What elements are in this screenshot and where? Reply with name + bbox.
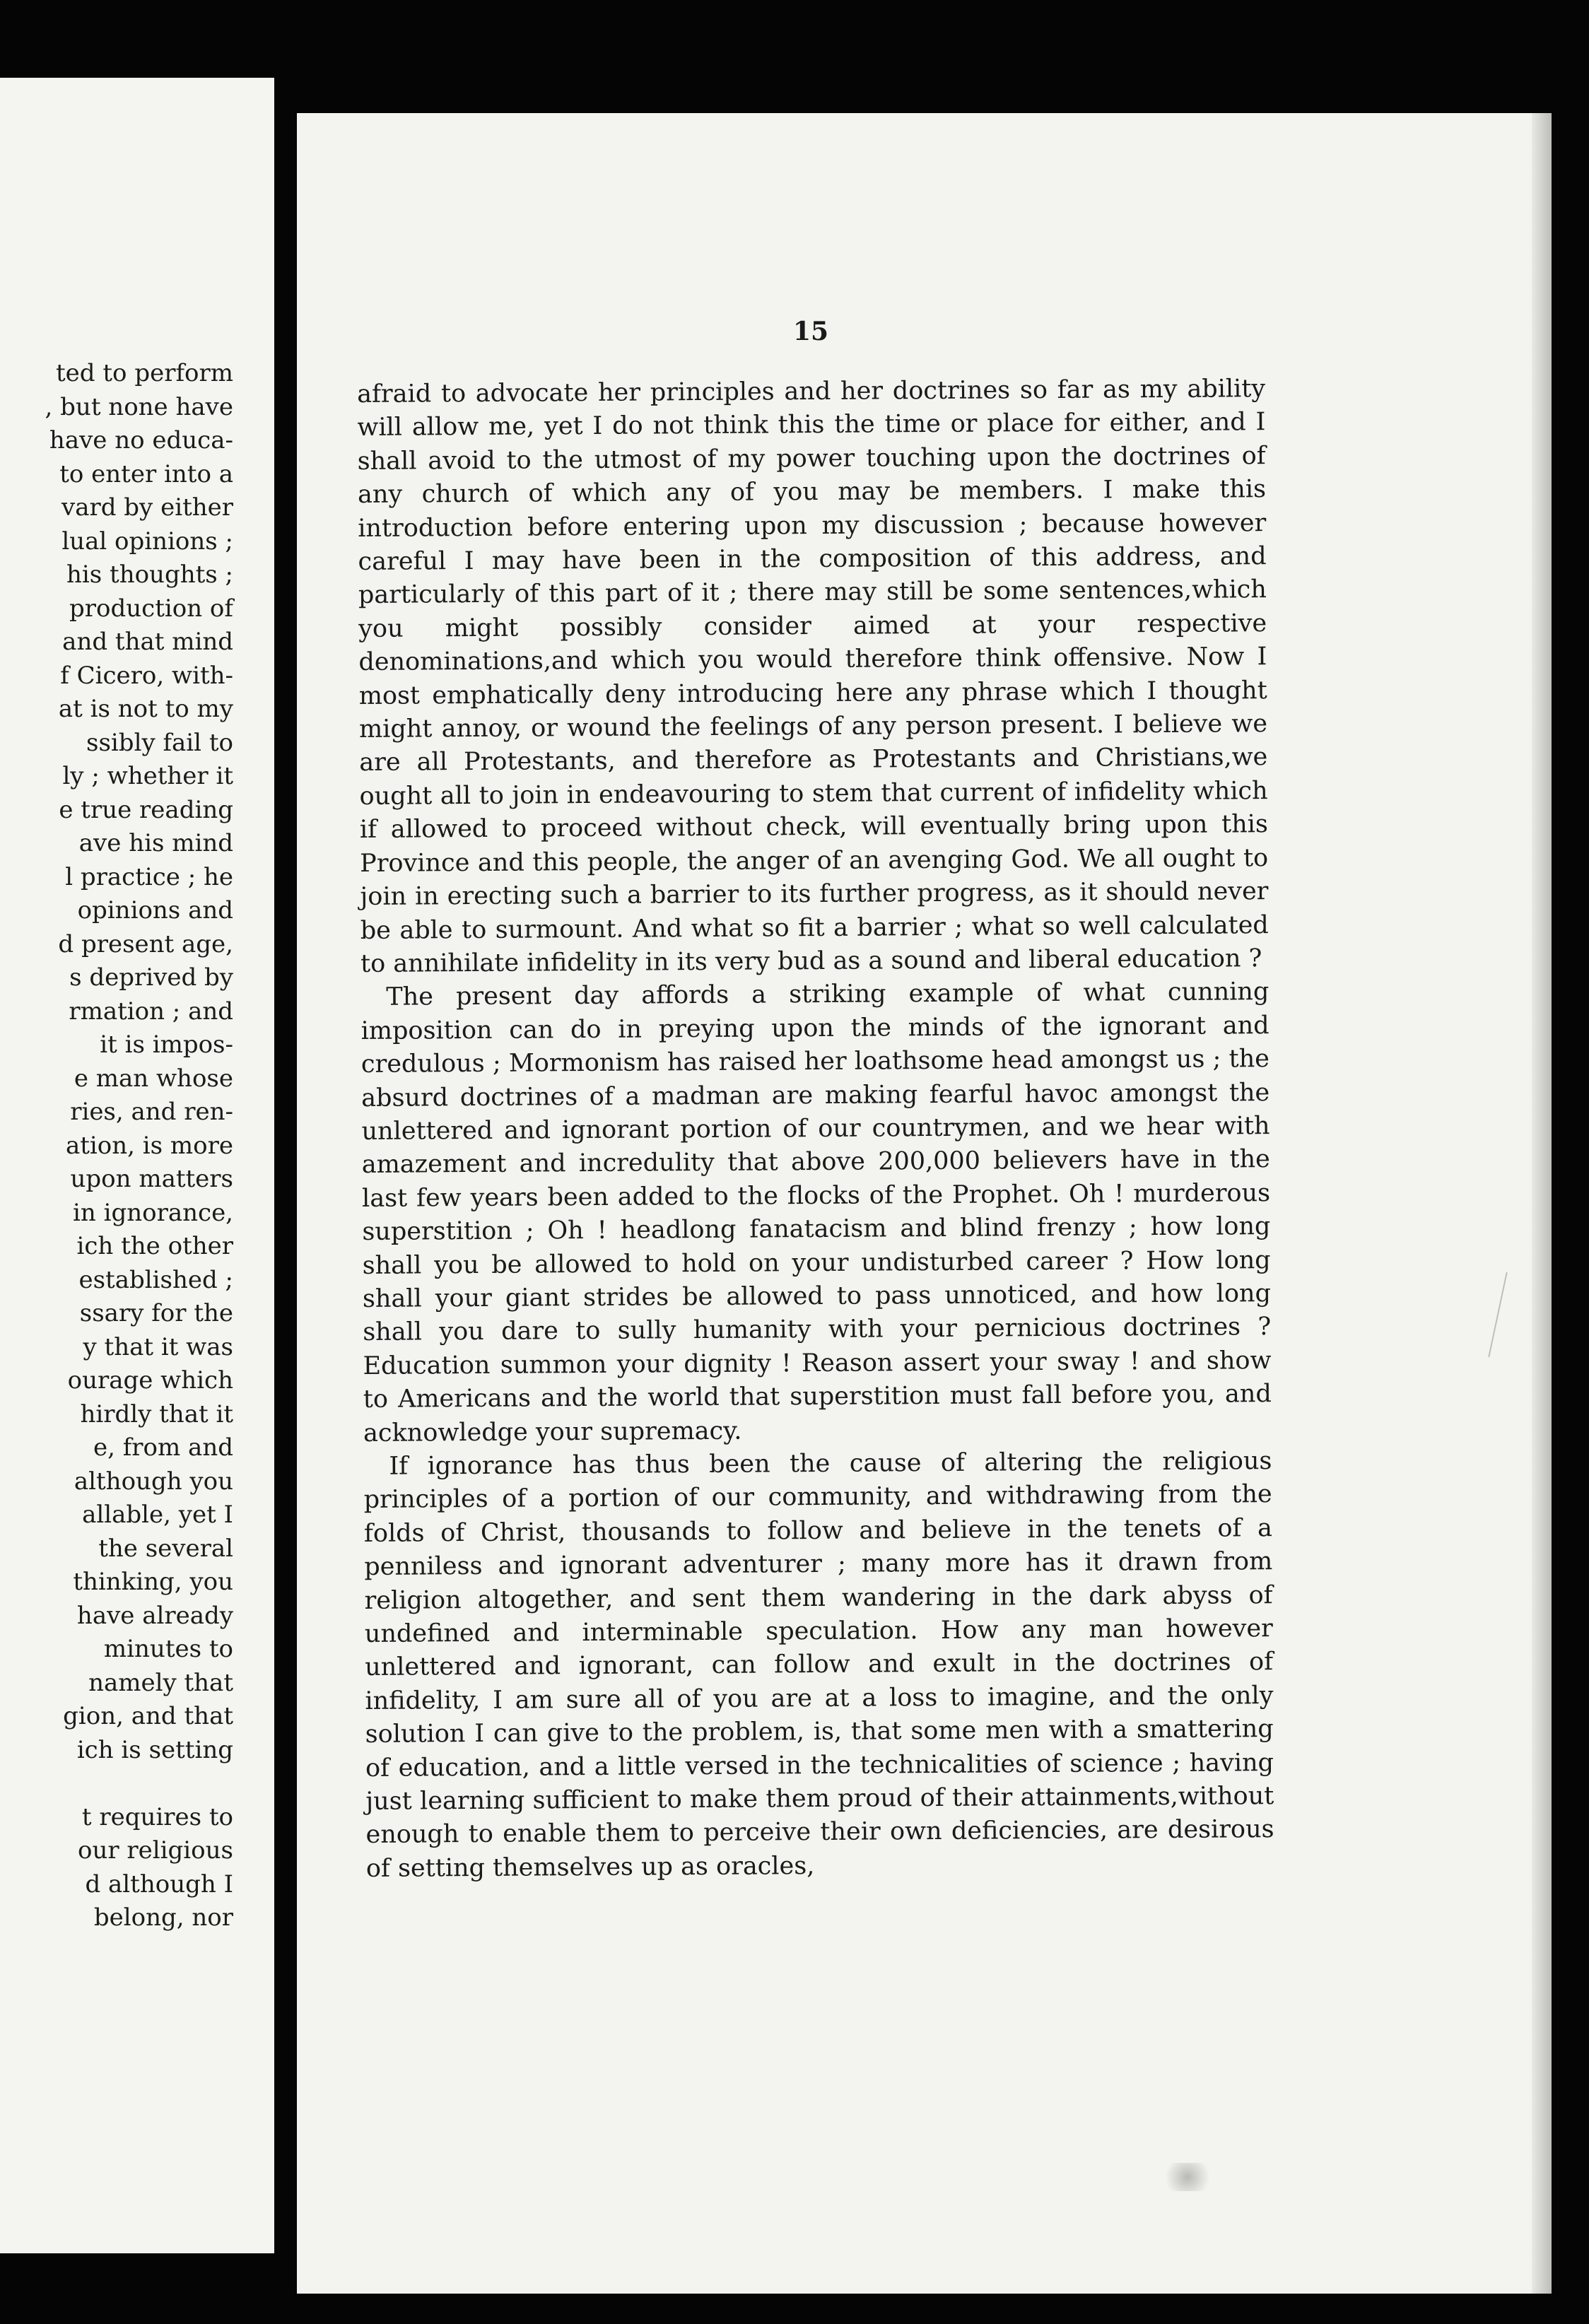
left-page-line: ich the other xyxy=(76,1232,233,1260)
left-page-line: ich is setting xyxy=(76,1735,233,1764)
left-page-line: d present age, xyxy=(58,929,233,958)
left-page-line: vard by either xyxy=(61,493,233,522)
left-page-line: our religious xyxy=(77,1836,233,1865)
left-page-line: opinions and xyxy=(77,896,233,925)
left-page-line: t requires to xyxy=(81,1802,233,1831)
left-page-line: e man whose xyxy=(74,1064,233,1093)
left-page-text-column xyxy=(0,357,233,1935)
left-page-line: to enter into a xyxy=(59,459,233,488)
left-page-line: it is impos- xyxy=(100,1031,233,1059)
paper-smudge xyxy=(1159,2163,1216,2191)
left-page-line: ssary for the xyxy=(79,1299,233,1327)
left-page-line: y that it was xyxy=(83,1332,233,1361)
left-page xyxy=(0,78,274,2253)
left-page-line: hirdly that it xyxy=(80,1399,233,1428)
left-page-line: and that mind xyxy=(62,628,233,656)
page-body-text xyxy=(357,372,1274,1886)
left-page-line: the several xyxy=(98,1534,233,1563)
left-page-line: e true reading xyxy=(59,795,233,824)
paragraph-2: The present day affords a striking example of what cunning imposition can do in preying upon the minds of the ignorant and credulous ; Mormonism has raised her loathsome head amongst us ; the absurd doctrines of a madman are making fearful havoc amongst the unlettered and ignorant portion of our countrymen, and we hear with amazement and incredulity that above 200,000 believers have in the last few years been added to the flocks of the Prophet. Oh ! murderous superstition ; Oh ! headlong fanatacism and blind frenzy ; how long shall you be allowed to hold on your undisturbed career ? How long shall your giant strides be allowed to pass unnoticed, and how long shall you dare to sully humanity with your pernicious doctrines ? Education summon your dignity ! Reason assert your sway ! and show to Americans and the world that superstition must fall before you, and acknowledge your supremacy. xyxy=(360,978,1272,1448)
left-page-line: d although I xyxy=(85,1870,233,1898)
paragraph-3: If ignorance has thus been the cause of altering the religious principles of a portion of our community, and withdrawing from the folds of Christ, thousands to follow and believe in the tenets of a penniless and ignorant adventurer ; many more has it drawn from religion altogether, and sent them wandering in the dark abyss of undefined and interminable speculation. How any man however unlettered and ignorant, can follow and exult in the doctrines of infidelity, I am sure all of you are at a loss to imagine, and the only solution I can give to the problem, is, that some men with a smattering of education, and a little versed in the technicalities of science ; having just learning sufficient to make them proud of their attainments,without enough to enable them to perceive their own deficiencies, are desirous of setting themselves up as oracles, xyxy=(363,1447,1274,1883)
left-page-line: ssibly fail to xyxy=(86,728,233,757)
left-page-line: e, from and xyxy=(93,1433,233,1462)
left-page-line: in ignorance, xyxy=(73,1198,233,1227)
left-page-line: s deprived by xyxy=(69,963,233,992)
left-page-line: have already xyxy=(76,1601,233,1630)
left-page-line: lual opinions ; xyxy=(61,527,233,556)
left-page-line: belong, nor xyxy=(93,1903,233,1932)
left-page-line: l practice ; he xyxy=(65,862,233,891)
left-page-line xyxy=(0,1767,233,1801)
left-page-line: ted to perform xyxy=(56,359,233,387)
left-page-line: upon matters xyxy=(70,1165,233,1193)
left-page-line: ourage which xyxy=(67,1366,233,1395)
page-number: 15 xyxy=(793,317,829,346)
left-page-line: allable, yet I xyxy=(82,1501,233,1529)
left-page-line: ries, and ren- xyxy=(70,1098,233,1126)
left-page-line: although you xyxy=(74,1467,233,1496)
left-page-line: production of xyxy=(69,594,233,623)
left-page-line: f Cicero, with- xyxy=(60,661,233,690)
left-page-line: established ; xyxy=(78,1265,233,1294)
left-page-line: rmation ; and xyxy=(69,997,233,1026)
left-page-line: namely that xyxy=(88,1668,233,1697)
left-page-line: thinking, you xyxy=(73,1568,233,1596)
left-page-line: at is not to my xyxy=(58,695,233,723)
left-page-line: ation, is more xyxy=(65,1131,233,1160)
paragraph-1: afraid to advocate her principles and her doctrines so far as my ability will allow me, yet I do not think this the time or place for either, and I shall avoid to the utmost of my power touching upon the doctrines of any church of which any of you may be members. I make this introduction before entering upon my discussion ; because however careful I may have been in the composition of this address, and particularly of this part of it ; there may still be some sentences,which you might possibly consider aimed at your respective denominations,and which you would therefore think offensive. Now I most emphatically deny introducing here any phrase which I thought might annoy, or wound the feelings of any person present. I believe we are all Protestants, and therefore as Protestants and Christians,we ought all to join in endeavouring to stem that current of infidelity which if allowed to proceed without check, will eventually bring upon this Province and this people, the anger of an avenging God. We all ought to join in erecting such a barrier to its further progress, as it should never be able to surmount. And what so fit a barrier ; what so well calculated to annihilate infidelity in its very bud as a sound and liberal education ? xyxy=(357,375,1269,978)
left-page-line: his thoughts ; xyxy=(66,561,233,589)
left-page-line: ly ; whether it xyxy=(62,762,233,790)
left-page-line: gion, and that xyxy=(63,1702,233,1730)
left-page-line: ave his mind xyxy=(78,829,233,857)
left-page-line: , but none have xyxy=(45,392,233,421)
left-page-line: have no educa- xyxy=(49,426,233,454)
left-page-line: minutes to xyxy=(103,1635,233,1663)
